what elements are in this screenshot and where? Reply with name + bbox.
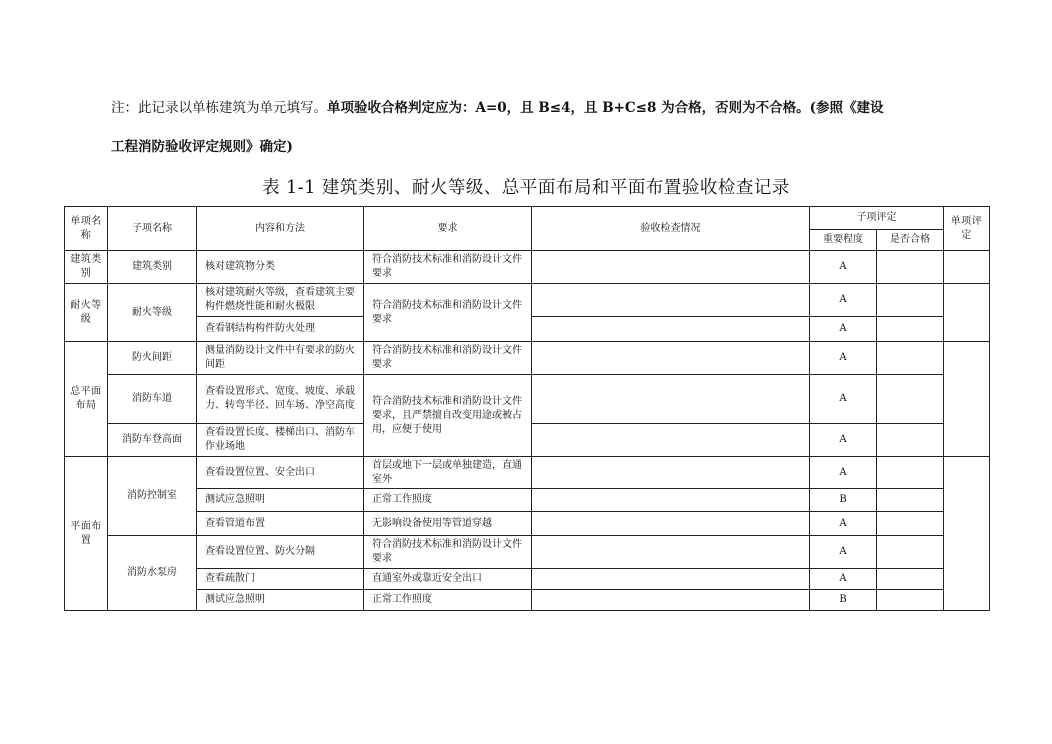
importance-cell: A xyxy=(810,457,877,489)
requirement-cell: 符合消防技术标准和消防设计文件要求 xyxy=(364,251,532,284)
sub-building-class: 建筑类别 xyxy=(108,251,197,284)
requirement-cell: 符合消防技术标准和消防设计文件要求 xyxy=(364,536,532,569)
content-cell: 测试应急照明 xyxy=(197,590,364,611)
group-fire-rating: 耐火等级 xyxy=(65,284,108,342)
requirement-cell: 正常工作照度 xyxy=(364,590,532,611)
sub-fire-control-room: 消防控制室 xyxy=(108,457,197,536)
qualified-cell[interactable] xyxy=(877,536,944,569)
content-cell: 查看设置形式、宽度、坡度、承载力、转弯半径、回车场、净空高度 xyxy=(197,375,364,424)
content-cell: 查看疏散门 xyxy=(197,569,364,590)
sub-fire-truck-area: 消防车登高面 xyxy=(108,424,197,457)
inspection-cell[interactable] xyxy=(532,569,810,590)
requirement-cell: 无影响设备使用等管道穿越 xyxy=(364,512,532,536)
requirement-cell: 符合消防技术标准和消防设计文件要求，且严禁擅自改变用途或被占用，应便于使用 xyxy=(364,375,532,457)
header-qualified: 是否合格 xyxy=(877,230,944,251)
importance-cell: A xyxy=(810,424,877,457)
note-bold-text-cont: 工程消防验收评定规则》确定) xyxy=(111,139,293,155)
group-site-layout: 总平面布局 xyxy=(65,342,108,457)
importance-cell: A xyxy=(810,284,877,317)
sub-fire-spacing: 防火间距 xyxy=(108,342,197,375)
sub-fire-pump-room: 消防水泵房 xyxy=(108,536,197,611)
inspection-cell[interactable] xyxy=(532,251,810,284)
header-sub-eval: 子项评定 xyxy=(810,207,944,230)
inspection-cell[interactable] xyxy=(532,424,810,457)
inspection-cell[interactable] xyxy=(532,284,810,317)
importance-cell: A xyxy=(810,512,877,536)
qualified-cell[interactable] xyxy=(877,424,944,457)
importance-cell: A xyxy=(810,536,877,569)
unit-eval-cell[interactable] xyxy=(944,251,990,284)
importance-cell: A xyxy=(810,251,877,284)
inspection-cell[interactable] xyxy=(532,489,810,512)
unit-eval-cell[interactable] xyxy=(944,342,990,457)
group-building-class: 建筑类别 xyxy=(65,251,108,284)
content-cell: 查看设置长度、楼梯出口、消防车作业场地 xyxy=(197,424,364,457)
importance-cell: A xyxy=(810,342,877,375)
note-line-2 xyxy=(111,137,961,157)
requirement-cell: 正常工作照度 xyxy=(364,489,532,512)
importance-cell: A xyxy=(810,375,877,424)
requirement-cell: 首层或地下一层或单独建造，直通室外 xyxy=(364,457,532,489)
qualified-cell[interactable] xyxy=(877,512,944,536)
requirement-cell: 直通室外或靠近安全出口 xyxy=(364,569,532,590)
importance-cell: A xyxy=(810,569,877,590)
inspection-cell[interactable] xyxy=(532,536,810,569)
inspection-cell[interactable] xyxy=(532,457,810,489)
inspection-cell[interactable] xyxy=(532,375,810,424)
qualified-cell[interactable] xyxy=(877,251,944,284)
requirement-cell: 符合消防技术标准和消防设计文件要求 xyxy=(364,284,532,342)
unit-eval-cell[interactable] xyxy=(944,284,990,342)
importance-cell: A xyxy=(810,317,877,342)
qualified-cell[interactable] xyxy=(877,375,944,424)
qualified-cell[interactable] xyxy=(877,489,944,512)
content-cell: 核对建筑耐火等级，查看建筑主要构件燃烧性能和耐火极限 xyxy=(197,284,364,317)
qualified-cell[interactable] xyxy=(877,569,944,590)
content-cell: 测量消防设计文件中有要求的防火间距 xyxy=(197,342,364,375)
header-unit-eval: 单项评定 xyxy=(944,207,990,251)
qualified-cell[interactable] xyxy=(877,342,944,375)
header-unit-name: 单项名称 xyxy=(65,207,108,251)
qualified-cell[interactable] xyxy=(877,317,944,342)
content-cell: 核对建筑物分类 xyxy=(197,251,364,284)
sub-fire-rating: 耐火等级 xyxy=(108,284,197,342)
header-importance: 重要程度 xyxy=(810,230,877,251)
inspection-table xyxy=(64,206,990,611)
header-content: 内容和方法 xyxy=(197,207,364,251)
note-line-1 xyxy=(111,98,961,118)
content-cell: 查看设置位置、安全出口 xyxy=(197,457,364,489)
qualified-cell[interactable] xyxy=(877,590,944,611)
inspection-cell[interactable] xyxy=(532,342,810,375)
sub-fire-lane: 消防车道 xyxy=(108,375,197,424)
qualified-cell[interactable] xyxy=(877,457,944,489)
header-sub-name: 子项名称 xyxy=(108,207,197,251)
requirement-cell: 符合消防技术标准和消防设计文件要求 xyxy=(364,342,532,375)
content-cell: 查看设置位置、防火分隔 xyxy=(197,536,364,569)
note-bold-text: 单项验收合格判定应为：A=0，且 B≤4，且 B+C≤8 为合格，否则为不合格。(参照《建设 xyxy=(327,100,884,116)
header-inspection: 验收检查情况 xyxy=(532,207,810,251)
content-cell: 查看钢结构构件防火处理 xyxy=(197,317,364,342)
importance-cell: B xyxy=(810,590,877,611)
qualified-cell[interactable] xyxy=(877,284,944,317)
importance-cell: B xyxy=(810,489,877,512)
content-cell: 测试应急照明 xyxy=(197,489,364,512)
content-cell: 查看管道布置 xyxy=(197,512,364,536)
inspection-cell[interactable] xyxy=(532,317,810,342)
note-normal-text: 注：此记录以单栋建筑为单元填写。 xyxy=(111,100,327,116)
table-title: 表 1-1 建筑类别、耐火等级、总平面布局和平面布置验收检查记录 xyxy=(262,178,790,198)
inspection-cell[interactable] xyxy=(532,590,810,611)
inspection-cell[interactable] xyxy=(532,512,810,536)
group-floor-layout: 平面布置 xyxy=(65,457,108,611)
header-requirement: 要求 xyxy=(364,207,532,251)
unit-eval-cell[interactable] xyxy=(944,457,990,611)
